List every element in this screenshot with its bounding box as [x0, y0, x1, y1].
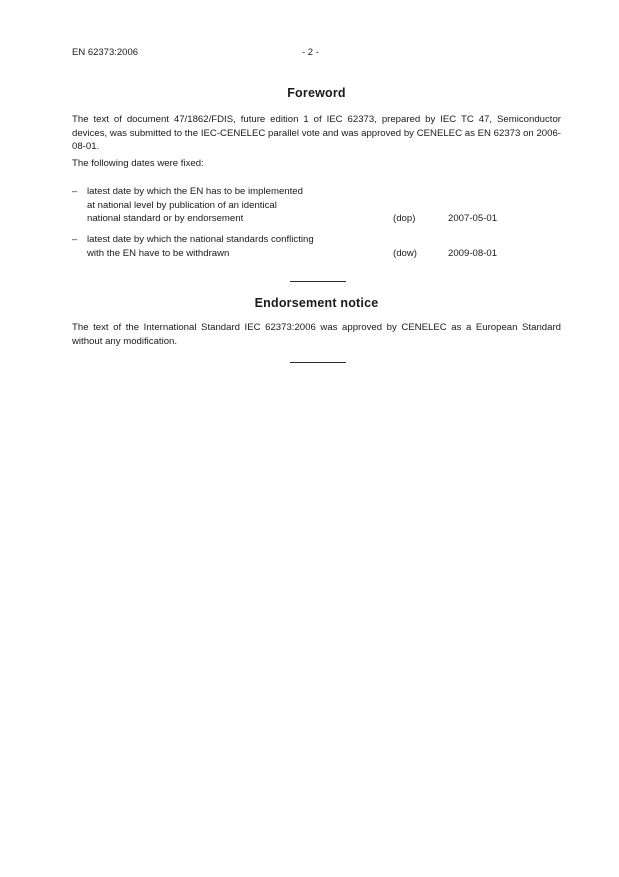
- list-dash: –: [72, 234, 78, 245]
- date-item-code: (dow): [393, 247, 417, 259]
- date-item-value: 2009-08-01: [448, 247, 498, 259]
- endorsement-paragraph: The text of the International Standard IEC 62373:2006 was approved by CENELEC as a European Standard without any modification.: [72, 322, 561, 347]
- page-number: - 2 -: [302, 47, 319, 58]
- date-item-line: latest date by which the EN has to be implemented: [87, 186, 303, 197]
- foreword-paragraph: The text of document 47/1862/FDIS, future edition 1 of IEC 62373, prepared by IEC TC 47, Semiconductor devices, was submitted to the IEC-CENELEC parallel vote and was approved by CENELEC as EN 62373 on 2006-08-01.: [72, 114, 561, 153]
- list-dash: –: [72, 186, 78, 197]
- date-item-value: 2007-05-01: [448, 213, 498, 225]
- date-item-description: [87, 185, 417, 226]
- section-separator-rule: [290, 362, 346, 363]
- foreword-heading: Foreword: [287, 86, 346, 100]
- date-item-line: with the EN have to be withdrawn: [87, 247, 230, 259]
- date-item-line: at national level by publication of an identical: [87, 199, 277, 211]
- date-item-line: national standard or by endorsement: [87, 213, 244, 225]
- date-list-item: [72, 233, 561, 260]
- date-item-description: [87, 233, 417, 260]
- section-separator-rule: [290, 281, 346, 282]
- endorsement-heading: Endorsement notice: [254, 296, 379, 310]
- date-item-code: (dop): [393, 213, 416, 225]
- standard-identifier: EN 62373:2006: [72, 47, 139, 58]
- dates-intro-text: The following dates were fixed:: [72, 158, 204, 169]
- running-header: [72, 46, 561, 60]
- date-list-item: [72, 185, 561, 226]
- date-item-line: latest date by which the national standards conflicting: [87, 234, 314, 245]
